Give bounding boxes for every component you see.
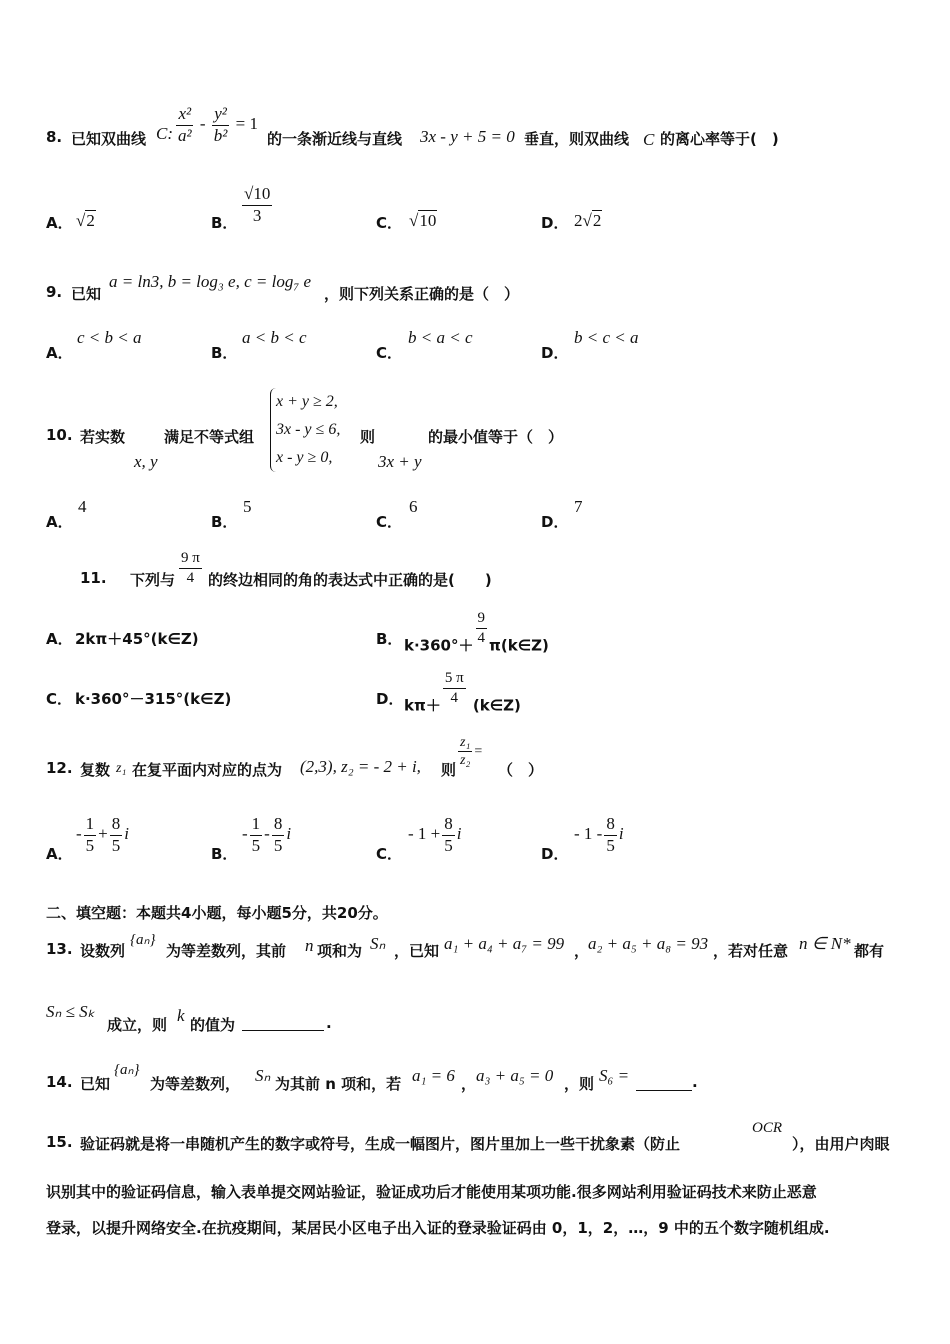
answer-blank[interactable] — [242, 1016, 324, 1031]
question-text: 的离心率等于( ) — [660, 130, 779, 148]
question-text: 的一条渐近线与直线 — [267, 130, 403, 148]
question-15-line2: 识别其中的验证码信息，输入表单提交网站验证，验证成功后才能使用某项功能.很多网站利用验证码技术来防止恶意 — [46, 1183, 817, 1201]
option-value: 5 — [243, 497, 252, 516]
options-8 — [46, 185, 906, 245]
curve-symbol: C — [643, 130, 655, 149]
option-label: A． — [46, 845, 73, 863]
equation-2: a₃ + a₅ = 0 — [476, 1066, 554, 1085]
option-label: C． — [46, 690, 73, 708]
option-label: D． — [541, 214, 569, 232]
option-label: A． — [46, 630, 73, 648]
option-label: B． — [376, 630, 403, 648]
option-value: 4 — [78, 497, 87, 516]
option-value: a < b < c — [242, 328, 307, 347]
objective-expression: 3x + y — [378, 452, 422, 471]
question-text: 成立，则 — [107, 1016, 168, 1034]
option-label: A． — [46, 513, 73, 531]
variables: x, y — [134, 452, 158, 471]
question-text: 在复平面内对应的点为 — [132, 761, 283, 779]
question-text: 满足不等式组 — [164, 428, 255, 446]
question-number: 15. — [46, 1133, 73, 1151]
ratio: $\frac{\text{z₁}}{\text{z₂}}$ = — [460, 735, 483, 769]
option-label: B． — [211, 344, 238, 362]
option-value: kπ＋ $\frac{5 \pi}{4}$ (k∈Z) — [404, 670, 521, 715]
section-heading: 二、填空题：本题共4小题，每小题5分，共20分。 — [46, 904, 388, 922]
question-text: 都有 — [854, 942, 885, 960]
question-text: 则 — [441, 761, 457, 779]
question-text: 复数 — [80, 761, 111, 779]
question-text: 设数列 — [80, 942, 126, 960]
sequence: {aₙ} — [114, 1062, 140, 1078]
question-number: 12. — [46, 759, 73, 777]
question-text: 为其前 n 项和，若 — [275, 1075, 402, 1093]
options-11-row2 — [46, 670, 906, 714]
question-text: 为等差数列，其前 — [166, 942, 287, 960]
curve-name: C: — [156, 124, 173, 143]
option-value: - 1 + $\frac{8}{5}$ i — [408, 814, 462, 855]
complex-z1: z₁ — [116, 761, 127, 776]
question-13-line2 — [46, 1000, 446, 1034]
question-10 — [46, 388, 746, 474]
question-number: 9. — [46, 283, 63, 301]
given-values: a = ln3, b = log₃ e, c = log₇ e — [109, 272, 312, 291]
point-and-z2: (2,3), z₂ = - 2 + i, — [300, 757, 421, 776]
options-9 — [46, 328, 906, 360]
angle-fraction: $\frac{9 \pi}{4}$ — [181, 550, 200, 586]
variable-k: k — [177, 1006, 185, 1025]
inequality: Sₙ ≤ Sₖ — [46, 1002, 95, 1021]
question-number: 13. — [46, 940, 73, 958]
option-value: √2 — [76, 211, 95, 230]
partial-sum: Sₙ — [255, 1066, 271, 1085]
option-value: $\frac{√10}{3}$ — [244, 184, 271, 225]
question-text: （ ） — [498, 761, 544, 779]
question-number: 8. — [46, 128, 63, 146]
question-number: 10. — [46, 426, 73, 444]
condition: n ∈ N* — [799, 934, 851, 953]
question-text: 已知 — [71, 285, 102, 303]
question-text: . — [326, 1014, 332, 1032]
hyperbola-equation: $\frac{\text{x²}}{\text{a²}}$ - $\frac{\text{y²}}{\text{b²}}$ = 1 — [178, 104, 258, 145]
option-value: - $\frac{1}{5}$ + $\frac{8}{5}$ i — [76, 814, 129, 855]
option-label: B． — [211, 513, 238, 531]
question-number: 11. — [80, 569, 107, 587]
sequence: {aₙ} — [130, 932, 156, 948]
question-text: 的终边相同的角的表达式中正确的是( ) — [208, 571, 492, 589]
question-text: ，若对任意 — [713, 942, 789, 960]
option-label: B． — [211, 214, 238, 232]
option-value: b < c < a — [574, 328, 639, 347]
question-text: 项和为 — [317, 942, 363, 960]
partial-sum: Sₙ — [370, 934, 386, 953]
option-label: B． — [211, 845, 238, 863]
option-label: C． — [376, 513, 403, 531]
question-text: 若实数 — [80, 428, 126, 446]
question-text: 垂直，则双曲线 — [524, 130, 630, 148]
answer-blank[interactable] — [636, 1076, 692, 1091]
question-text: ，则下列关系正确的是（ ） — [324, 285, 520, 303]
question-text: ），由用户肉眼 — [792, 1135, 890, 1153]
question-text: . — [692, 1073, 698, 1091]
option-label: C． — [376, 344, 403, 362]
option-label: D． — [541, 513, 569, 531]
options-12 — [46, 815, 906, 865]
option-value: √10 — [409, 211, 437, 230]
option-label: D． — [376, 690, 404, 708]
option-label: C． — [376, 214, 403, 232]
option-value: - $\frac{1}{5}$ - $\frac{8}{5}$ i — [242, 814, 292, 855]
inequality-system: x + y ≥ 2, 3x - y ≤ 6, x - y ≥ 0, — [270, 388, 340, 472]
option-label: D． — [541, 344, 569, 362]
option-label: D． — [541, 845, 569, 863]
question-15-line1 — [46, 1120, 908, 1152]
equation-1: a₁ + a₄ + a₇ = 99 — [444, 934, 565, 953]
option-value: - 1 - $\frac{8}{5}$ i — [574, 814, 624, 855]
option-value: k·360°－315°(k∈Z) — [75, 690, 232, 708]
options-10 — [46, 495, 906, 531]
question-12 — [46, 735, 646, 785]
question-text: ，已知 — [394, 942, 440, 960]
option-label: A． — [46, 344, 73, 362]
question-13 — [46, 928, 906, 962]
question-text: ， — [574, 942, 590, 960]
question-number: 14. — [46, 1073, 73, 1091]
question-text: 的最小值等于（ ） — [428, 428, 564, 446]
equation-2: a₂ + a₅ + a₈ = 93 — [588, 934, 709, 953]
option-value: 7 — [574, 497, 583, 516]
question-text: ， — [461, 1075, 477, 1093]
sum-s6: S₆ = — [599, 1066, 630, 1085]
option-value: 6 — [409, 497, 418, 516]
option-value: 2kπ＋45°(k∈Z) — [75, 630, 199, 648]
question-text: 已知双曲线 — [71, 130, 147, 148]
option-value: k·360°＋ $\frac{9}{4}$ π(k∈Z) — [404, 610, 549, 655]
option-label: A． — [46, 214, 73, 232]
equation-1: a₁ = 6 — [412, 1066, 455, 1085]
options-11-row1 — [46, 610, 906, 654]
question-text: 下列与 — [130, 571, 176, 589]
question-14 — [46, 1058, 746, 1092]
variable-n: n — [305, 936, 314, 955]
question-text: 验证码就是将一串随机产生的数字或符号，生成一幅图片，图片里加上一些干扰象素（防止 — [80, 1135, 681, 1153]
question-text: 已知 — [80, 1075, 111, 1093]
option-label: C． — [376, 845, 403, 863]
question-15-line3: 登录，以提升网络安全.在抗疫期间，某居民小区电子出入证的登录验证码由 0，1，2，…，9 中的五个数字随机组成. — [46, 1219, 830, 1237]
question-text: 为等差数列， — [150, 1075, 241, 1093]
line-equation: 3x - y + 5 = 0 — [420, 127, 515, 146]
option-value: b < a < c — [408, 328, 473, 347]
question-text: 则 — [360, 428, 376, 446]
question-text: ，则 — [564, 1075, 595, 1093]
option-value: 2√2 — [574, 211, 602, 230]
ocr-term: OCR — [752, 1120, 782, 1136]
option-value: c < b < a — [77, 328, 142, 347]
question-text: 的值为 — [190, 1016, 236, 1034]
